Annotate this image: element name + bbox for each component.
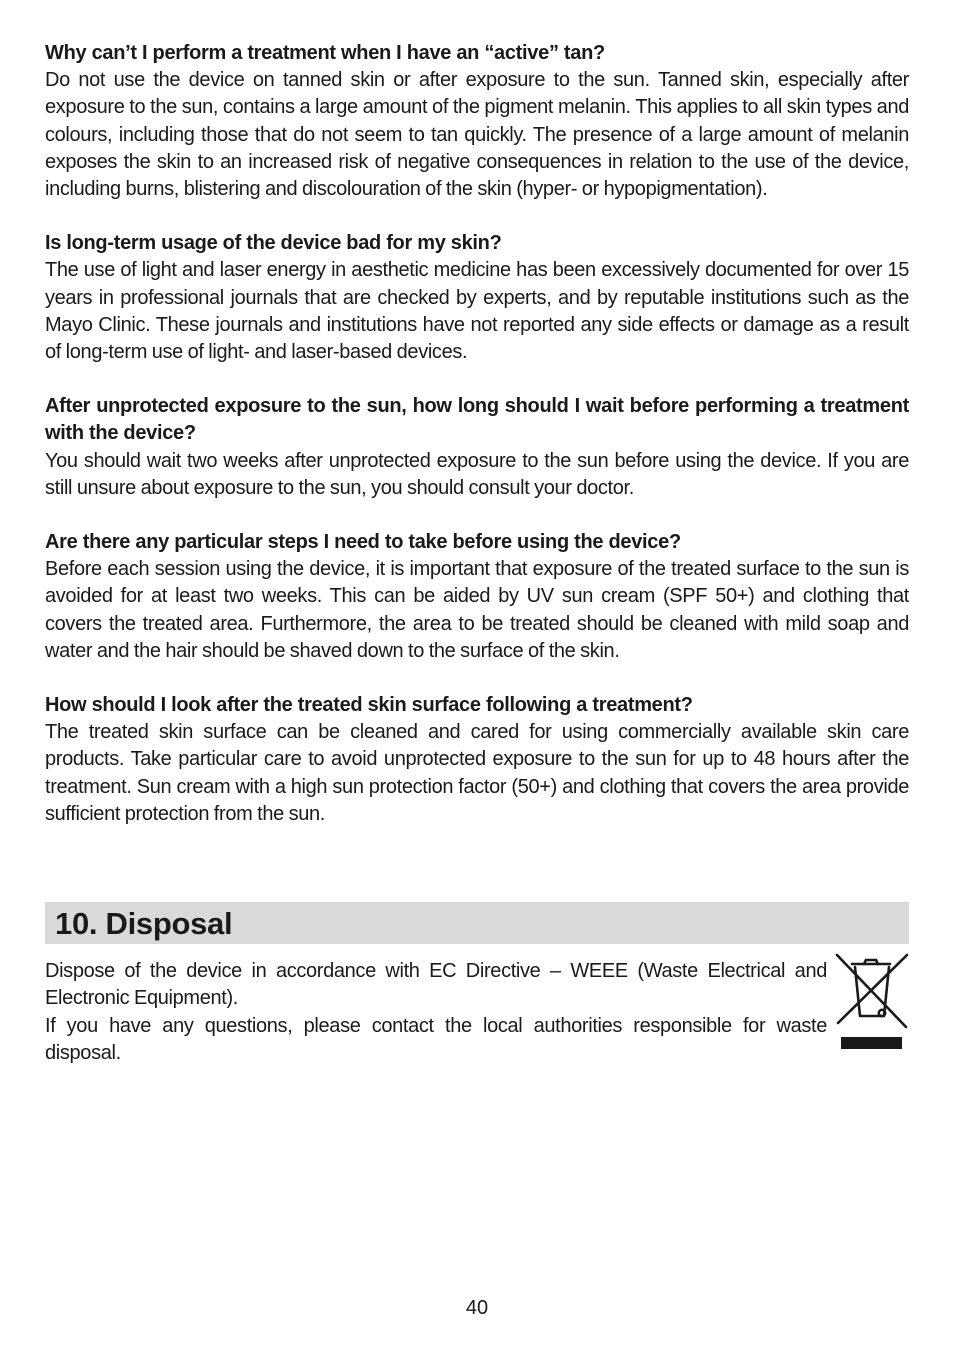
faq-list	[45, 40, 909, 855]
faq-question: Are there any particular steps I need to take before using the device?	[45, 531, 681, 554]
faq-item-preparation-steps	[45, 529, 909, 665]
section-title: 10. Disposal	[55, 906, 233, 941]
disposal-paragraph: Dispose of the device in accordance with EC Directive – WEEE (Waste Electrical and Electronic Equipment).	[45, 960, 827, 1010]
page-number: 40	[465, 1297, 489, 1319]
faq-answer: The use of light and laser energy in aesthetic medicine has been excessively documented for over 15 years in professional journals that are checked by experts, and by reputable institutions such as the Mayo Clinic. These journals and institutions have not reported any side effects or damage as a result of long-term use of light- and laser-based devices.	[45, 259, 909, 364]
disposal-text	[45, 958, 827, 1067]
faq-item-aftercare	[45, 692, 909, 828]
faq-item-long-term-usage	[45, 230, 909, 366]
faq-item-sun-exposure-wait	[45, 393, 909, 502]
faq-answer: Do not use the device on tanned skin or after exposure to the sun. Tanned skin, especially after exposure to the sun, contains a large amount of the pigment melanin. This applies to all skin types and colours, including those that do not seem to tan quickly. The presence of a large amount of melanin exposes the skin to an increased risk of negative consequences in relation to the use of the device, including burns, blistering and discolouration of the skin (hyper- or hypopigmentation).	[45, 69, 909, 201]
faq-question: How should I look after the treated skin surface following a treatment?	[45, 694, 693, 717]
faq-question: After unprotected exposure to the sun, how long should I wait before performing a treatment with the device?	[45, 395, 909, 445]
section-heading-bar	[45, 902, 909, 944]
faq-question: Is long-term usage of the device bad for my skin?	[45, 232, 502, 255]
faq-item-active-tan	[45, 40, 909, 203]
faq-question: Why can’t I perform a treatment when I have an “active” tan?	[45, 42, 605, 64]
disposal-paragraph: If you have any questions, please contact the local authorities responsible for waste disposal.	[45, 1014, 827, 1064]
faq-answer: The treated skin surface can be cleaned and cared for using commercially available skin care products. Take particular care to avoid unprotected exposure to the sun for up to 48 hours after the treatment. Sun cream with a high sun protection factor (50+) and clothing that covers the area provide sufficient protection from the sun.	[45, 721, 909, 825]
crossed-out-wheelie-bin-icon	[834, 950, 910, 1052]
faq-answer: You should wait two weeks after unprotected exposure to the sun before using the device. If you are still unsure about exposure to the sun, you should consult your doctor.	[45, 449, 909, 499]
faq-answer: Before each session using the device, it is important that exposure of the treated surface to the sun is avoided for at least two weeks. This can be aided by UV sun cream (SPF 50+) and clothing that covers the treated area. Furthermore, the area to be treated should be cleaned with mild soap and water and the hair should be shaved down to the surface of the skin.	[45, 558, 909, 662]
